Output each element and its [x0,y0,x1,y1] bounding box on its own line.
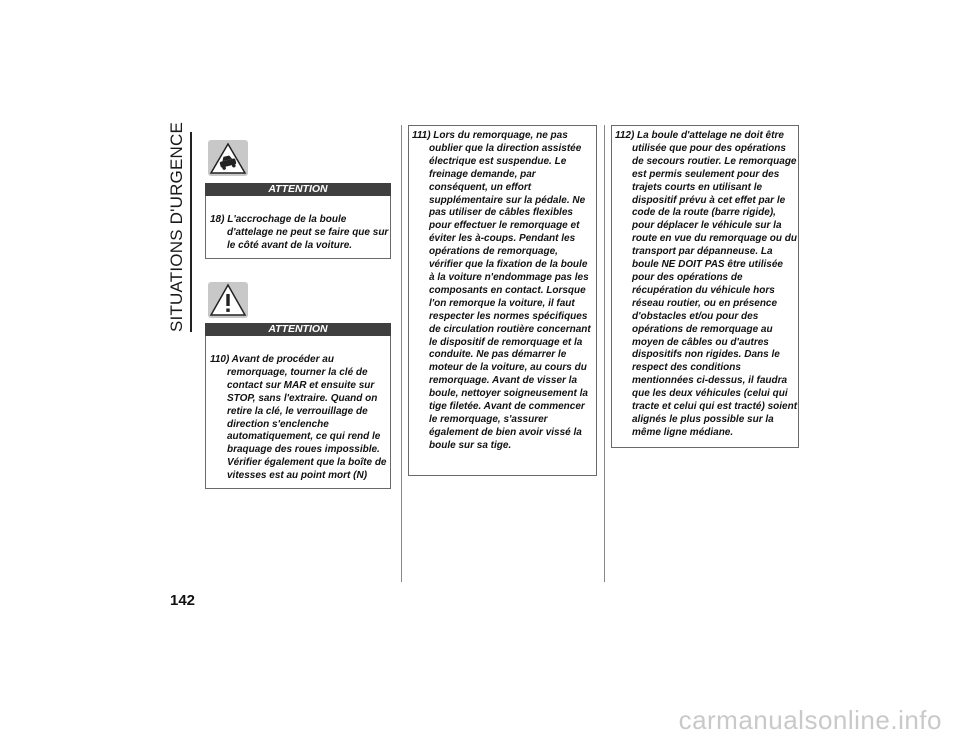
section-title [166,121,188,332]
section-title-text: SITUATIONS D'URGENCE [167,121,186,332]
car-tilt-warning-icon [208,140,248,176]
note-112: 112) La boule d'attelage ne doit être utilisée que pour des opérations de secours routier. Le remorquage est permis seulement pour des trajets courts en utilisant le dispositif prévu à cet effet par le code de la route (barre rigide), pour déplacer le véhicule sur la route en vue du remorquage ou du transport par dépanneuse. La boule NE DOIT PAS être utilisée pour des opérations de récupération du véhicule hors réseau routier, ou en présence d'obstacles et/ou pour des opérations de remorquage au moyen de câbles ou d'autres dispositifs non rigides. Dans le respect des conditions mentionnées ci-dessus, il faudra que les deux véhicules (celui qui tracte et celui qui est tracté) soient alignés le plus possible sur la même ligne médiane. [615,130,798,438]
attention-box-2 [205,336,391,489]
note-110: 110) Avant de procéder au remorquage, tourner la clé de contact sur MAR et ensuite sur STOP, sans l'extraire. Quand on retire la clé, le verrouillage de direction s'enclenche automatiquement, ce qui rend le braquage des roues impossible. Vérifier également que la boîte de vitesses est au point mort (N) [210,354,387,482]
column-divider-2 [604,125,605,582]
note-box-111 [408,125,597,476]
note-18: 18) L'accrochage de la boule d'attelage ne peut se faire que sur le côté avant de la voiture. [210,214,389,251]
attention-header-1: ATTENTION [205,183,391,196]
attention-box-1 [205,196,391,259]
exclamation-triangle-icon [208,282,248,318]
attention-header-2: ATTENTION [205,323,391,336]
column-divider-1 [401,125,402,582]
watermark: carmanualsonline.info [678,705,942,735]
section-title-rule [190,132,192,332]
page-number: 142 [170,592,196,609]
note-box-112 [611,125,799,448]
note-111: 111) Lors du remorquage, ne pas oublier que la direction assistée électrique est suspendue. Le freinage demande, par conséquent, un effort supplémentaire sur la pédale. Ne pas utiliser de câbles flexibles pour effectuer le remorquage et éviter les à-coups. Pendant les opérations de remorquage, vérifier que la fixation de la boule à la voiture n'endommage pas les composants en contact. Lorsque l'on remorque la voiture, il faut respecter les normes spécifiques de circulation routière concernant le dispositif de remorquage et la conduite. Ne pas démarrer le moteur de la voiture, au cours du remorquage. Avant de visser la boule, nettoyer soigneusement la tige filetée. Avant de commencer le remorquage, s'assurer également de bien avoir vissé la boule sur sa tige. [412,130,591,451]
